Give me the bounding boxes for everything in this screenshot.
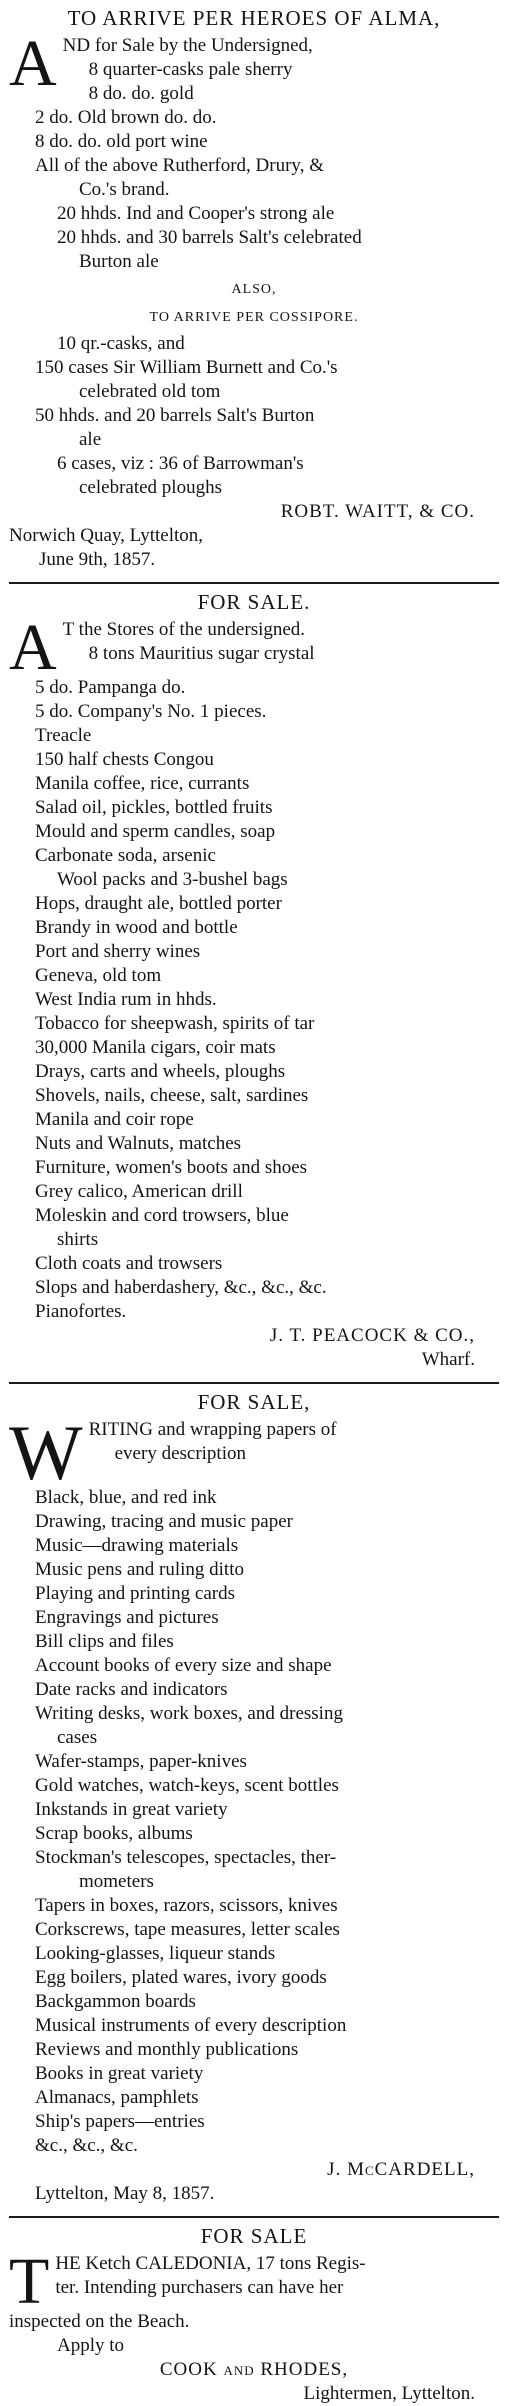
ad2-line: Drays, carts and wheels, ploughs [35, 1061, 286, 1082]
ad1-dropcap: A [9, 27, 57, 100]
ad2-line: Geneva, old tom [35, 965, 162, 986]
ad1-line: 8 do. do. gold [88, 83, 194, 104]
ad2-line: Manila coffee, rice, currants [35, 773, 250, 794]
ad2-line: Mould and sperm candles, soap [35, 821, 276, 842]
ad2-line: Moleskin and cord trowsers, blue [35, 1205, 289, 1226]
ad2-line: 30,000 Manila cigars, coir mats [35, 1037, 276, 1058]
ad1-headline: TO ARRIVE PER HEROES OF ALMA, [67, 6, 441, 30]
ad1-item: 6 cases, viz : 36 of Barrowman's [57, 453, 304, 474]
ad3-line: Musical instruments of every description [35, 2015, 347, 2036]
ad2-line: Port and sherry wines [35, 941, 201, 962]
ad3-line: Gold watches, watch-keys, scent bottles [35, 1775, 339, 1796]
ad4-apply: Apply to [57, 2335, 125, 2356]
divider [9, 2216, 499, 2218]
ad2-heading: FOR SALE. [197, 590, 311, 614]
ad3-line: Scrap books, albums [35, 1823, 193, 1844]
ad2-signature: J. T. PEACOCK & CO., [269, 1325, 475, 1346]
ad3-line: Music—drawing materials [35, 1535, 239, 1556]
divider [9, 1382, 499, 1384]
ad3-line: cases [57, 1727, 98, 1748]
ad1-place: Norwich Quay, Lyttelton, [9, 525, 204, 546]
advertisement-peacock [9, 590, 499, 1372]
ad1-item: 50 hhds. and 20 barrels Salt's Burton [35, 405, 315, 426]
ad2-line: Pianofortes. [35, 1301, 127, 1322]
ad2-line: Treacle [35, 725, 92, 746]
ad4-heading: FOR SALE [200, 2224, 308, 2248]
ad1-also: ALSO, [231, 282, 277, 297]
ad1-item: 10 qr.-casks, and [57, 333, 185, 354]
ad4-intro: inspected on the Beach. [9, 2311, 190, 2332]
ad2-dropcap: A [9, 611, 57, 684]
ad1-item: celebrated ploughs [79, 477, 222, 498]
ad3-line: &c., &c., &c. [35, 2135, 138, 2156]
ad4-signature: COOK and RHODES, [159, 2359, 349, 2380]
ad3-line: Almanacs, pamphlets [35, 2087, 199, 2108]
ad4-intro: ter. Intending purchasers can have her [55, 2277, 344, 2298]
ad2-line: 150 half chests Congou [35, 749, 214, 770]
ad3-line: Writing desks, work boxes, and dressing [35, 1703, 343, 1724]
ad3-line: Drawing, tracing and music paper [35, 1511, 293, 1532]
ad2-line: Tobacco for sheepwash, spirits of tar [35, 1013, 315, 1034]
ad2-line: Brandy in wood and bottle [35, 917, 238, 938]
ad2-line: 5 do. Pampanga do. [35, 677, 186, 698]
ad2-line: Wool packs and 3-bushel bags [57, 869, 288, 890]
ad2-line: Salad oil, pickles, bottled fruits [35, 797, 273, 818]
ad3-line: Wafer-stamps, paper-knives [35, 1751, 247, 1772]
ad2-line: Nuts and Walnuts, matches [35, 1133, 242, 1154]
ad3-line: Books in great variety [35, 2063, 204, 2084]
ad4-place: Lightermen, Lyttelton. [303, 2383, 475, 2404]
ad3-line: Corkscrews, tape measures, letter scales [35, 1919, 340, 1940]
ad3-line: Reviews and monthly publications [35, 2039, 299, 2060]
ad2-line: Furniture, women's boots and shoes [35, 1157, 308, 1178]
ad2-line: Hops, draught ale, bottled porter [35, 893, 282, 914]
ad4-intro: HE Ketch CALEDONIA, 17 tons Regis- [55, 2253, 366, 2274]
ad3-line: Black, blue, and red ink [35, 1487, 217, 1508]
ad1-intro: ND for Sale by the Undersigned, [62, 35, 313, 56]
ad2-line: shirts [57, 1229, 99, 1250]
ad2-place: Wharf. [421, 1349, 475, 1370]
advertisement-robt-waitt [9, 6, 499, 572]
ad3-place-date: Lyttelton, May 8, 1857. [35, 2183, 215, 2204]
ad3-dropcap: W [9, 1409, 83, 1496]
ad1-ale: 20 hhds. and 30 barrels Salt's celebrated [57, 227, 362, 248]
ad3-heading: FOR SALE, [197, 1390, 311, 1414]
ad3-line: Tapers in boxes, razors, scissors, knives [35, 1895, 338, 1916]
ad1-item: 150 cases Sir William Burnett and Co.'s [35, 357, 338, 378]
ad1-item: celebrated old tom [79, 381, 221, 402]
ad1-signature: ROBT. WAITT, & CO. [280, 501, 475, 522]
advertisement-mccardell [9, 1390, 499, 2206]
ad3-line: Bill clips and files [35, 1631, 174, 1652]
ad3-line: Music pens and ruling ditto [35, 1559, 244, 1580]
ad2-line: Shovels, nails, cheese, salt, sardines [35, 1085, 309, 1106]
ad3-line: Egg boilers, plated wares, ivory goods [35, 1967, 327, 1988]
ad2-line: Grey calico, American drill [35, 1181, 243, 1202]
ad1-item: ale [79, 429, 102, 450]
ad2-line: Slops and haberdashery, &c., &c., &c. [35, 1277, 327, 1298]
ad3-line: Ship's papers—entries [35, 2111, 205, 2132]
ad2-line: 5 do. Company's No. 1 pieces. [35, 701, 267, 722]
ad1-cossipore: TO ARRIVE PER COSSIPORE. [149, 310, 359, 325]
ad3-line: mometers [79, 1871, 154, 1892]
ad3-line: Date racks and indicators [35, 1679, 228, 1700]
ad3-line: Looking-glasses, liqueur stands [35, 1943, 276, 1964]
ad3-signature: J. McCARDELL, [327, 2159, 475, 2180]
ad1-brand-note: All of the above Rutherford, Drury, & [35, 155, 324, 176]
ad1-line: 2 do. Old brown do. do. [35, 107, 217, 128]
ad1-line: 8 quarter-casks pale sherry [88, 59, 293, 80]
ad3-line: Playing and printing cards [35, 1583, 235, 1604]
ad3-line: Account books of every size and shape [35, 1655, 332, 1676]
divider [9, 582, 499, 584]
ad2-line: 8 tons Mauritius sugar crystal [88, 643, 315, 664]
ad2-intro: T the Stores of the undersigned. [62, 619, 306, 640]
ad2-line: West India rum in hhds. [35, 989, 217, 1010]
ad3-intro: every description [114, 1443, 246, 1464]
ad2-line: Manila and coir rope [35, 1109, 194, 1130]
ad1-date: June 9th, 1857. [39, 549, 156, 570]
ad3-line: Inkstands in great variety [35, 1799, 228, 1820]
ad2-line: Cloth coats and trowsers [35, 1253, 223, 1274]
ad1-brand-note: Co.'s brand. [79, 179, 170, 200]
ad4-dropcap: T [9, 2245, 50, 2318]
ad1-ale: 20 hhds. Ind and Cooper's strong ale [57, 203, 335, 224]
ad1-ale: Burton ale [79, 251, 159, 272]
ad3-line: Backgammon boards [35, 1991, 196, 2012]
ad3-intro: RITING and wrapping papers of [88, 1419, 337, 1440]
ad2-line: Carbonate soda, arsenic [35, 845, 216, 866]
ad3-line: Engravings and pictures [35, 1607, 219, 1628]
ad3-line: Stockman's telescopes, spectacles, ther- [35, 1847, 337, 1868]
advertisement-cook-rhodes [9, 2224, 499, 2406]
ad1-line: 8 do. do. old port wine [35, 131, 208, 152]
